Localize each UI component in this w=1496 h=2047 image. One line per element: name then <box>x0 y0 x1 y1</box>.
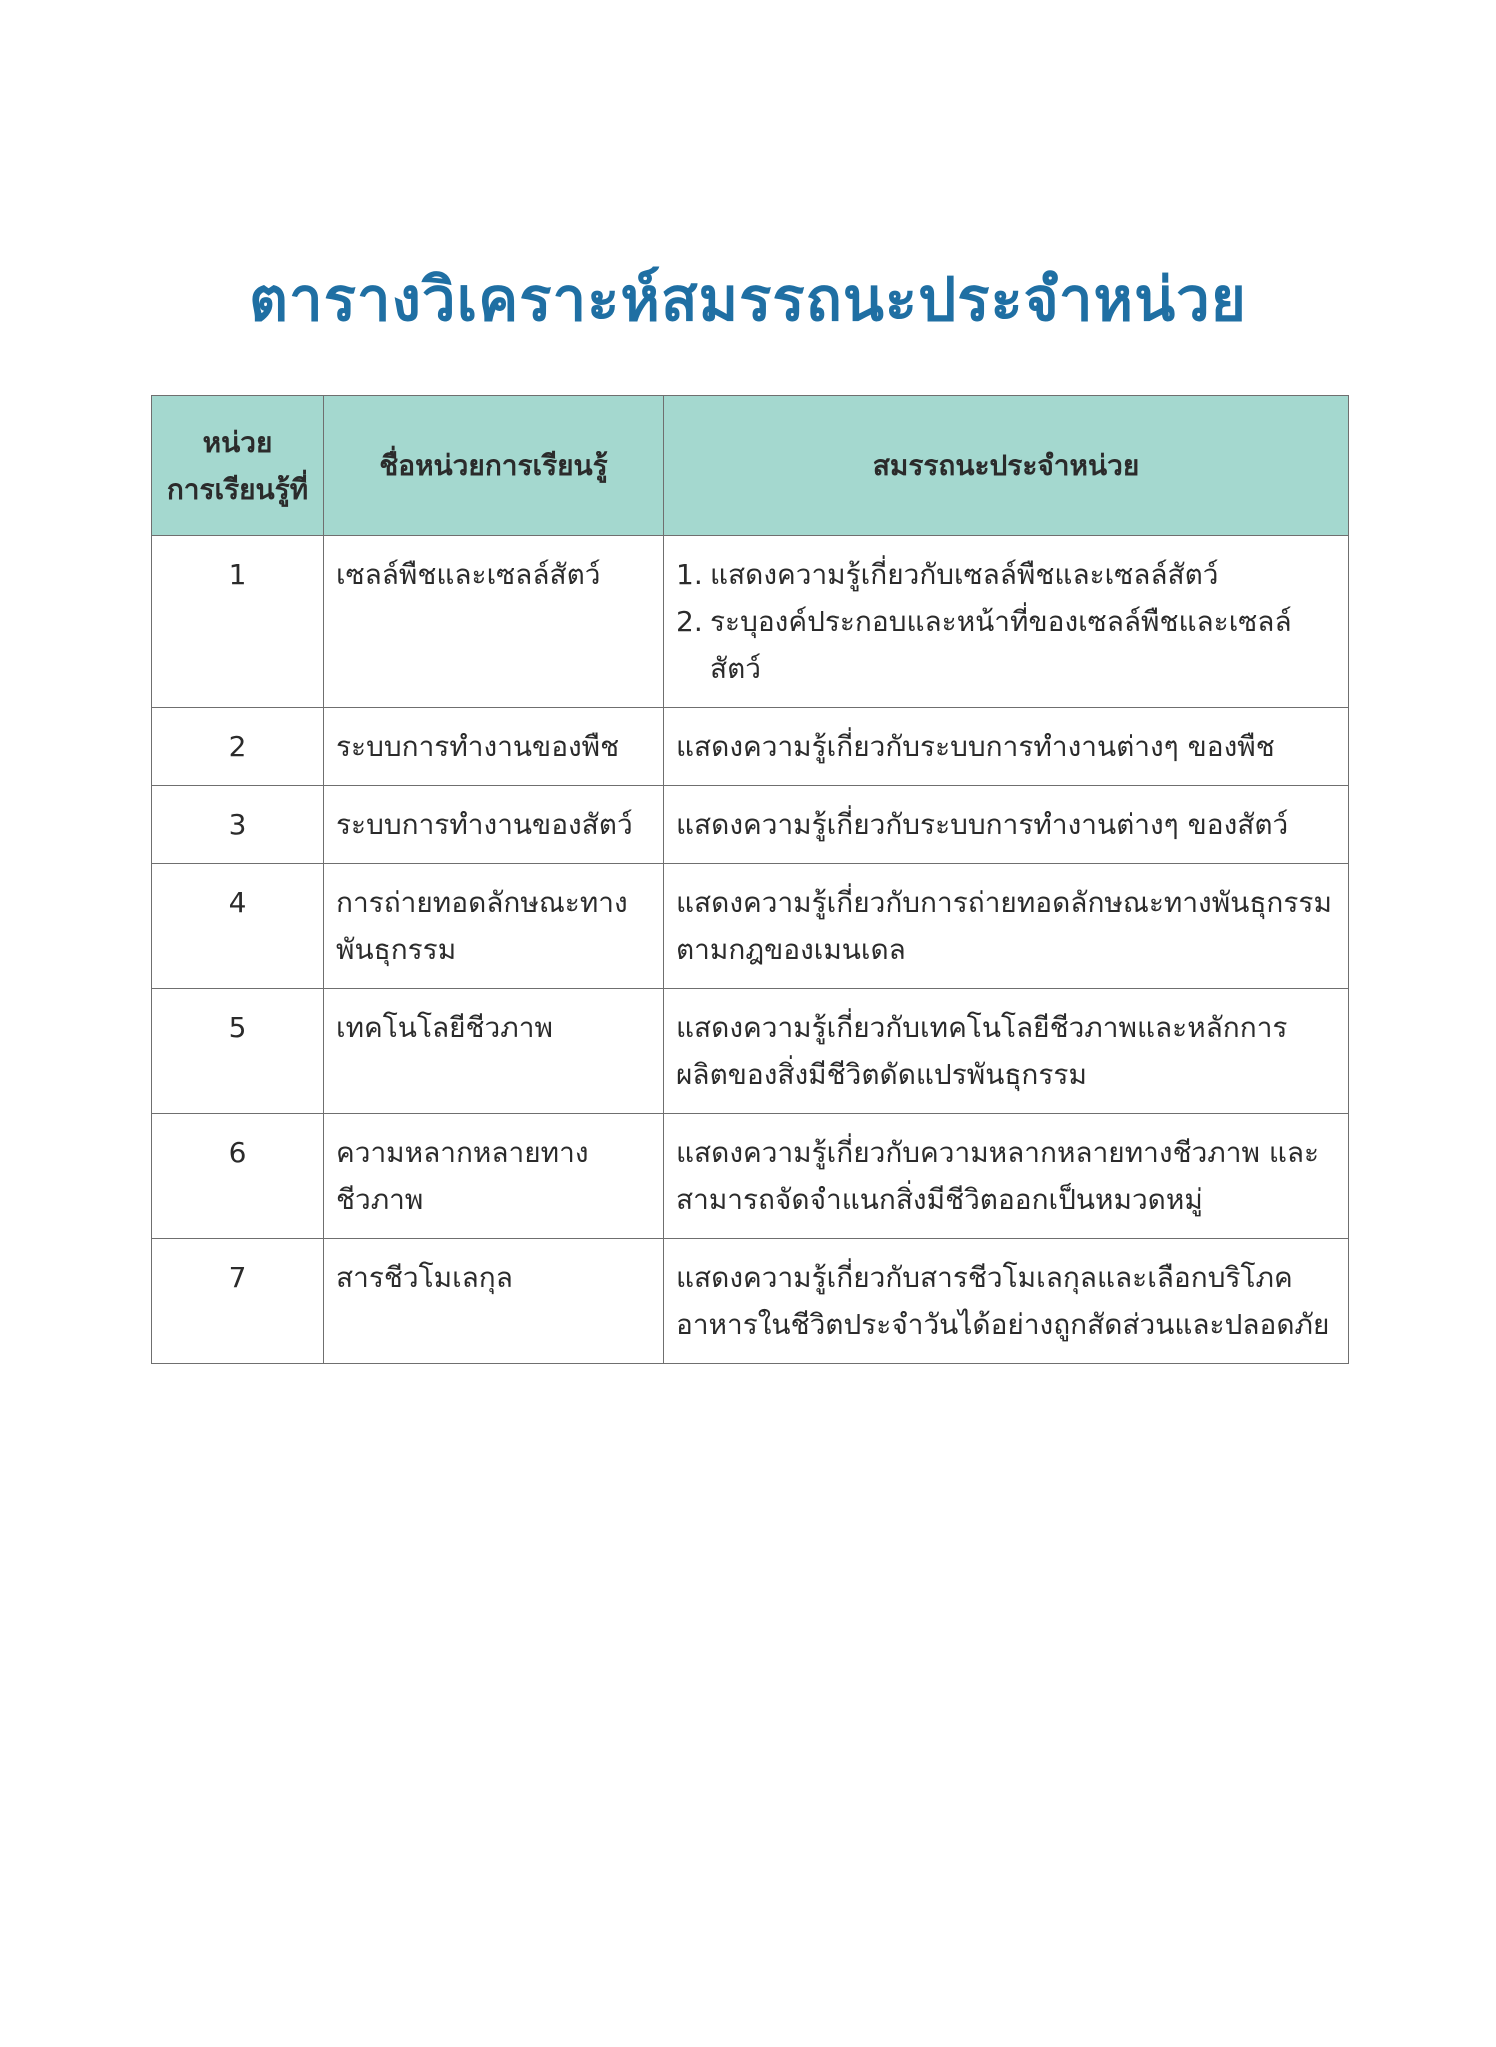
unit-number: 5 <box>152 989 324 1114</box>
competency-item <box>676 551 1336 598</box>
table-row <box>152 1114 1349 1239</box>
competency-item-number: 1. <box>676 558 703 591</box>
unit-competency <box>664 536 1349 708</box>
header-unit-number <box>152 396 324 536</box>
unit-competency: แสดงความรู้เกี่ยวกับสารชีวโมเลกุลและเลือกบริโภคอาหารในชีวิตประจำวันได้อย่างถูกสัดส่วนและปลอดภัย <box>664 1239 1349 1364</box>
unit-name: เซลล์พืชและเซลล์สัตว์ <box>324 536 664 708</box>
header-unit-line2: การเรียนรู้ที่ <box>166 472 309 506</box>
header-unit-line1: หน่วย <box>202 425 273 459</box>
unit-name: ระบบการทำงานของพืช <box>324 708 664 786</box>
table-row <box>152 989 1349 1114</box>
unit-competency: แสดงความรู้เกี่ยวกับระบบการทำงานต่างๆ ของสัตว์ <box>664 786 1349 864</box>
competency-table <box>151 395 1349 1364</box>
competency-item-text: ระบุองค์ประกอบและหน้าที่ของเซลล์พืชและเซลล์สัตว์ <box>710 605 1292 685</box>
header-competency: สมรรถนะประจำหน่วย <box>664 396 1349 536</box>
unit-competency: แสดงความรู้เกี่ยวกับเทคโนโลยีชีวภาพและหลักการผลิตของสิ่งมีชีวิตดัดแปรพันธุกรรม <box>664 989 1349 1114</box>
unit-competency: แสดงความรู้เกี่ยวกับความหลากหลายทางชีวภาพ และสามารถจัดจำแนกสิ่งมีชีวิตออกเป็นหมวดหมู่ <box>664 1114 1349 1239</box>
table-row <box>152 708 1349 786</box>
unit-number: 6 <box>152 1114 324 1239</box>
competency-list <box>676 551 1336 692</box>
competency-item <box>676 598 1336 692</box>
unit-number: 1 <box>152 536 324 708</box>
table-row <box>152 864 1349 989</box>
unit-competency: แสดงความรู้เกี่ยวกับการถ่ายทอดลักษณะทางพันธุกรรมตามกฎของเมนเดล <box>664 864 1349 989</box>
unit-number: 3 <box>152 786 324 864</box>
unit-competency: แสดงความรู้เกี่ยวกับระบบการทำงานต่างๆ ของพืช <box>664 708 1349 786</box>
unit-number: 2 <box>152 708 324 786</box>
header-unit-name: ชื่อหน่วยการเรียนรู้ <box>324 396 664 536</box>
unit-name: เทคโนโลยีชีวภาพ <box>324 989 664 1114</box>
page-title: ตารางวิเคราะห์สมรรถนะประจำหน่วย <box>249 265 1247 335</box>
table-row <box>152 536 1349 708</box>
table-row <box>152 786 1349 864</box>
table-header-row <box>152 396 1349 536</box>
unit-number: 7 <box>152 1239 324 1364</box>
unit-name: ความหลากหลายทางชีวภาพ <box>324 1114 664 1239</box>
unit-name: การถ่ายทอดลักษณะทางพันธุกรรม <box>324 864 664 989</box>
table-row <box>152 1239 1349 1364</box>
unit-name: ระบบการทำงานของสัตว์ <box>324 786 664 864</box>
competency-item-text: แสดงความรู้เกี่ยวกับเซลล์พืชและเซลล์สัตว์ <box>710 558 1219 591</box>
competency-item-number: 2. <box>676 605 703 638</box>
unit-name: สารชีวโมเลกุล <box>324 1239 664 1364</box>
unit-number: 4 <box>152 864 324 989</box>
